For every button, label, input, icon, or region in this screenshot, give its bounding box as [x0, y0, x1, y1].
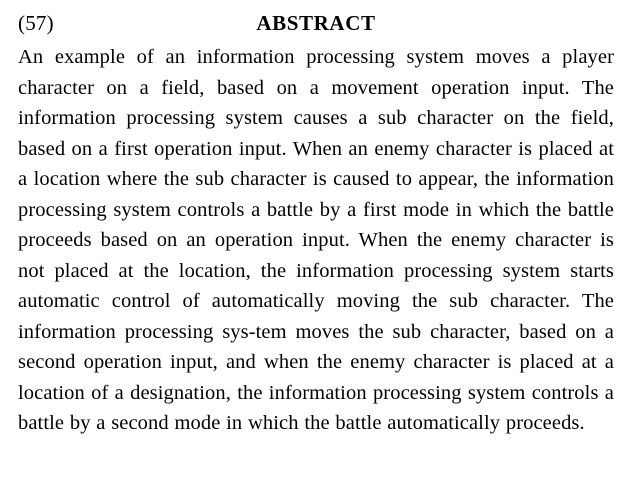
abstract-body-text: An example of an information processing system moves a player character on a field, based on a movement operation input. The information processing system causes a sub character on the field, based on a first operation input. When an enemy character is placed at a location where the sub character is caused to appear, the information processing system controls a battle by a first mode in which the battle proceeds based on an operation input. When the enemy character is not placed at the location, the information processing system starts automatic control of automatically moving the sub character. The information processing sys-tem moves the sub character, based on a second operation input, and when the enemy character is placed at a location of a designation, the information processing system controls a battle by a second mode in which the battle automatically proceeds.	[18, 46, 614, 434]
abstract-header	[18, 10, 614, 40]
page-title: ABSTRACT	[256, 11, 376, 35]
section-number: (57)	[18, 11, 54, 35]
